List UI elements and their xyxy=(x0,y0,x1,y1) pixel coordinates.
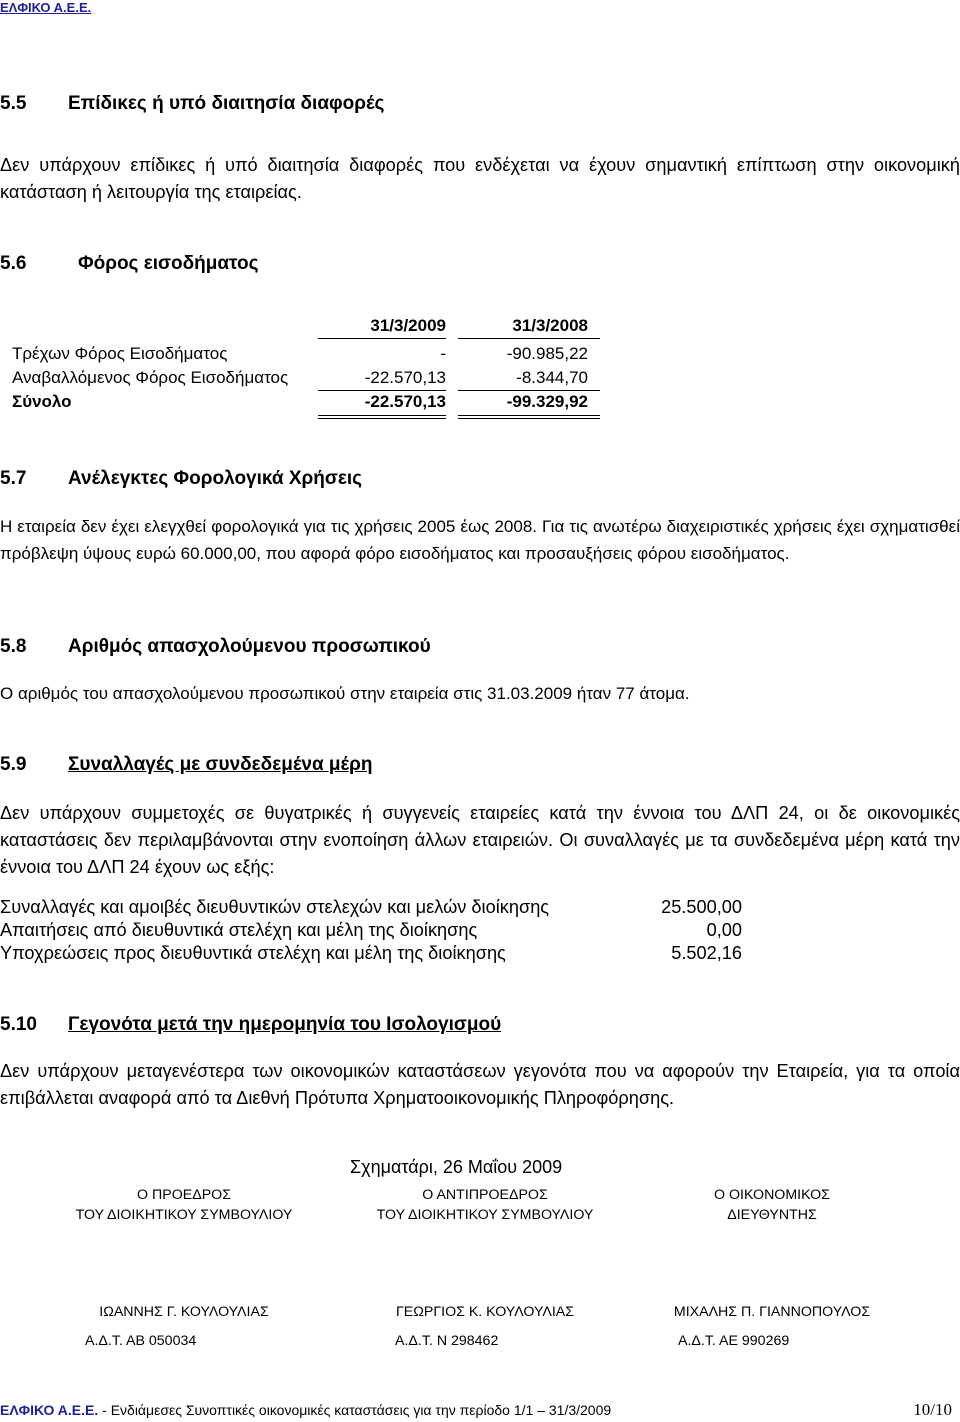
column-header: 31/3/2008 xyxy=(512,316,588,335)
section-5-9-heading xyxy=(0,754,373,776)
section-5-7-heading xyxy=(0,468,362,490)
section-number: 5.6 xyxy=(0,253,27,274)
section-5-5-text: Δεν υπάρχουν επίδικες ή υπό διαιτησία διαφορές που ενδέχεται να έχουν σημαντική επίπτωση στην οικονομική κατάσταση ή λειτουργία της εταιρείας. xyxy=(0,155,960,202)
signatory-role: ΤΟΥ ΔΙΟΙΚΗΤΙΚΟΥ ΣΥΜΒΟΥΛΙΟΥ xyxy=(376,1207,594,1223)
section-5-10-heading xyxy=(0,1014,501,1036)
section-number: 5.5 xyxy=(0,93,27,114)
table-cell: 25.500,00 xyxy=(661,897,742,917)
section-5-8-heading xyxy=(0,636,431,658)
signatory-name: ΙΩΑΝΝΗΣ Γ. ΚΟΥΛΟΥΛΙΑΣ xyxy=(99,1304,269,1320)
section-5-5-heading xyxy=(0,93,384,115)
signatory-role: ΤΟΥ ΔΙΟΙΚΗΤΙΚΟΥ ΣΥΜΒΟΥΛΙΟΥ xyxy=(75,1207,293,1223)
header-company: ΕΛΦΙΚΟ Α.Ε.Ε. xyxy=(0,0,92,15)
table-cell: - xyxy=(440,344,446,363)
table-cell: -99.329,92 xyxy=(506,392,588,411)
section-5-8-text: Ο αριθμός του απασχολούμενου προσωπικού στην εταιρεία στις 31.03.2009 ήταν 77 άτομα. xyxy=(0,684,690,703)
table-row-label: Τρέχων Φόρος Εισοδήματος xyxy=(12,344,228,363)
column-header: 31/3/2009 xyxy=(370,316,446,335)
section-title: Ανέλεγκτες Φορολογικά Χρήσεις xyxy=(68,468,363,489)
table-cell: 0,00 xyxy=(706,920,742,940)
section-5-9-text: Δεν υπάρχουν συμμετοχές σε θυγατρικές ή συγγενείς εταιρείες κατά την έννοια του ΔΛΠ 24, οι δε οικονομικές καταστάσεις δεν περιλαμβάνονται στην ενοποίηση άλλων εταιρειών. Οι συναλλαγές με τα συνδεδεμένα μέρη κατά την έννοια του ΔΛΠ 24 έχουν ως εξής: xyxy=(0,803,960,877)
table-cell: 5.502,16 xyxy=(671,943,742,963)
section-number: 5.9 xyxy=(0,754,27,775)
table-cell: -90.985,22 xyxy=(506,344,588,363)
section-title: Συναλλαγές με συνδεδεμένα μέρη xyxy=(68,754,373,775)
table-cell: -22.570,13 xyxy=(364,392,446,411)
signatory-role: ΔΙΕΥΘΥΝΤΗΣ xyxy=(727,1207,817,1223)
footer-text: - Ενδιάμεσες Συνοπτικές οικονομικές καταστάσεις για την περίοδο 1/1 – 31/3/2009 xyxy=(98,1402,612,1418)
table-cell: -8.344,70 xyxy=(516,368,588,387)
page-number: 10/10 xyxy=(913,1400,952,1419)
table-row-label: Αναβαλλόμενος Φόρος Εισοδήματος xyxy=(12,368,289,387)
place-date: Σχηματάρι, 26 Μαΐου 2009 xyxy=(350,1157,563,1177)
signatory-name: ΜΙΧΑΛΗΣ Π. ΓΙΑΝΝΟΠΟΥΛΟΣ xyxy=(673,1304,871,1320)
section-number: 5.7 xyxy=(0,468,27,489)
section-5-6-heading xyxy=(0,253,259,275)
signatory-role: Ο ΑΝΤΙΠΡΟΕΔΡΟΣ xyxy=(422,1187,548,1203)
section-5-7-text: Η εταιρεία δεν έχει ελεγχθεί φορολογικά για τις χρήσεις 2005 έως 2008. Για τις ανωτέρω διαχειριστικές χρήσεις έχει σχηματισθεί πρόβλεψη ύψους ευρώ 60.000,00, που αφορά φόρο εισοδήματος και προσαυξήσεις φόρου εισοδήματος. xyxy=(0,517,960,563)
section-title: Γεγονότα μετά την ημερομηνία του Ισολογισμού xyxy=(68,1014,502,1035)
table-row-label: Συναλλαγές και αμοιβές διευθυντικών στελεχών και μελών διοίκησης xyxy=(0,897,550,917)
table-row-label: Σύνολο xyxy=(12,392,72,411)
signatory-name: ΓΕΩΡΓΙΟΣ Κ. ΚΟΥΛΟΥΛΙΑΣ xyxy=(395,1304,575,1320)
signatory-id: Α.Δ.Τ. ΑΕ 990269 xyxy=(678,1333,790,1349)
signature-block xyxy=(335,1185,635,1225)
signatory-role: Ο ΟΙΚΟΝΟΜΙΚΟΣ xyxy=(714,1187,830,1203)
section-title: Αριθμός απασχολούμενου προσωπικού xyxy=(68,636,431,657)
section-title: Επίδικες ή υπό διαιτησία διαφορές xyxy=(68,93,385,114)
section-number: 5.8 xyxy=(0,636,27,657)
footer-company: ΕΛΦΙΚΟ Α.Ε.Ε. xyxy=(0,1402,99,1418)
section-5-10-text: Δεν υπάρχουν μεταγενέστερα των οικονομικών καταστάσεων γεγονότα που να αφορούν την Εταιρεία, για τα οποία επιβάλλεται αναφορά από τα Διεθνή Πρότυπα Χρηματοοικονομικής Πληροφόρησης. xyxy=(0,1061,960,1108)
signatory-id: Α.Δ.Τ. Ν 298462 xyxy=(395,1333,499,1349)
table-row-label: Απαιτήσεις από διευθυντικά στελέχη και μέλη της διοίκησης xyxy=(0,920,478,940)
table-row-label: Υποχρεώσεις προς διευθυντικά στελέχη και μέλη της διοίκησης xyxy=(0,943,506,963)
signatory-role: Ο ΠΡΟΕΔΡΟΣ xyxy=(137,1187,231,1203)
section-title: Φόρος εισοδήματος xyxy=(78,253,259,274)
footer xyxy=(0,1402,611,1418)
signature-block xyxy=(34,1185,334,1225)
section-number: 5.10 xyxy=(0,1014,37,1035)
table-cell: -22.570,13 xyxy=(364,368,446,387)
signature-block xyxy=(622,1185,922,1225)
signatory-id: Α.Δ.Τ. ΑΒ 050034 xyxy=(85,1333,197,1349)
